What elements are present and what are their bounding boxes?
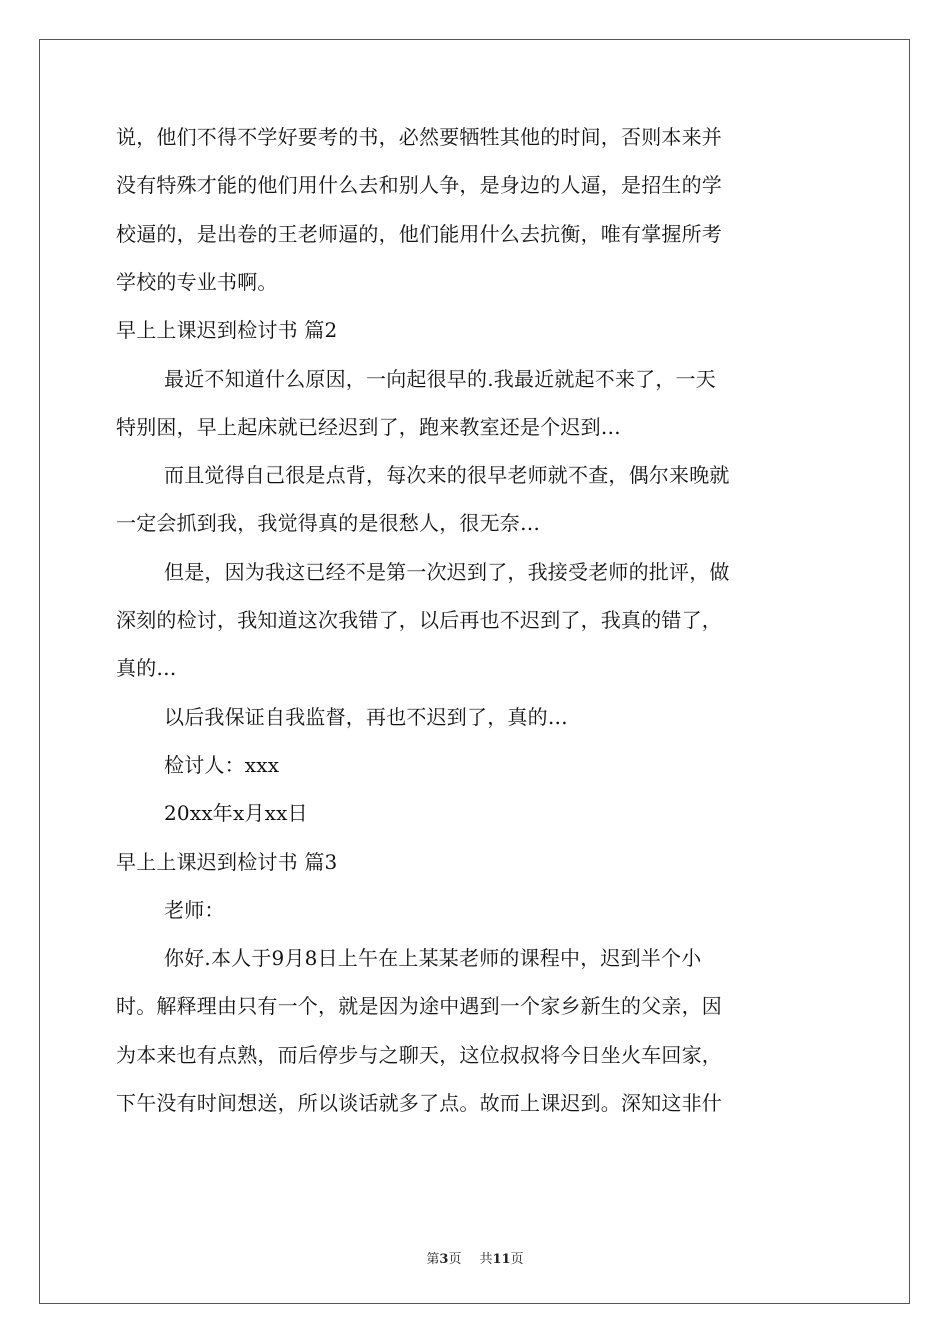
text-line: 没有特殊才能的他们用什么去和别人争，是身边的人逼，是招生的学 [116, 173, 722, 198]
text-line: 下午没有时间想送，所以谈话就多了点。故而上课迟到。深知这非什 [116, 1091, 722, 1115]
text-line: 最近不知道什么原因，一向起很早的.我最近就起不来了，一天 [164, 366, 716, 391]
text-line: 深刻的检讨，我知道这次我错了，以后再也不迟到了，我真的错了， [116, 608, 722, 632]
text-line: 真的… [116, 656, 177, 681]
text-line: 学校的专业书啊。 [116, 269, 278, 294]
text-line: 以后我保证自我监督，再也不迟到了，真的… [164, 704, 568, 729]
text-line: 校逼的，是出卷的王老师逼的，他们能用什么去抗衡，唯有掌握所考 [116, 221, 722, 246]
text-line: 为本来也有点熟，而后停步与之聊天，这位叔叔将今日坐火车回家， [116, 1042, 722, 1067]
text-line: 你好.本人于9月8日上午在上某某老师的课程中，迟到半个小 [164, 946, 702, 971]
text-line: 20xx年x月xx日 [164, 801, 308, 826]
footer-page-suffix: 页 [448, 1252, 462, 1267]
text-line: 说，他们不得不学好要考的书，必然要牺牲其他的时间，否则本来并 [116, 125, 722, 149]
footer-page-prefix: 第 [426, 1252, 440, 1267]
text-line: 早上上课迟到检讨书 篇2 [116, 318, 338, 343]
page-footer [0, 1248, 950, 1267]
footer-page-current: 3 [439, 1252, 449, 1267]
footer-total-suffix: 页 [510, 1252, 524, 1267]
footer-total-prefix: 共 [479, 1252, 493, 1267]
text-line: 而且觉得自己很是点背，每次来的很早老师就不查，偶尔来晚就 [164, 463, 730, 488]
text-line: 老师： [164, 897, 225, 922]
text-line: 但是，因为我这已经不是第一次迟到了，我接受老师的批评，做 [164, 559, 730, 584]
text-line: 检讨人：xxx [164, 752, 280, 777]
text-line: 时。解释理由只有一个，就是因为途中遇到一个家乡新生的父亲，因 [116, 994, 722, 1019]
footer-page-total: 11 [492, 1252, 511, 1267]
text-line: 一定会抓到我，我觉得真的是很愁人，很无奈… [116, 511, 541, 536]
text-line: 早上上课迟到检讨书 篇3 [116, 849, 338, 874]
text-line: 特别困，早上起床就已经迟到了，跑来教室还是个迟到… [116, 414, 621, 439]
